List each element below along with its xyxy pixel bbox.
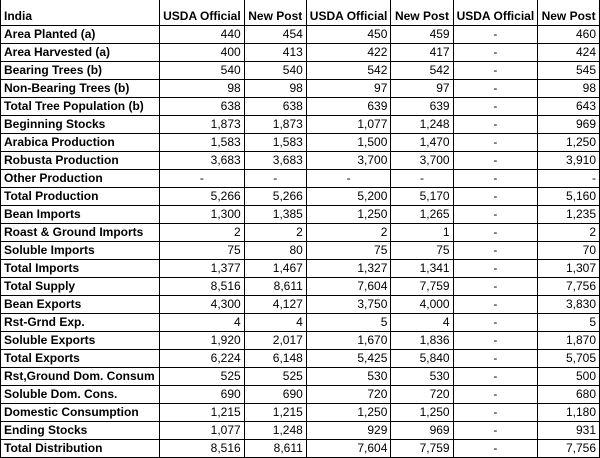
table-cell: 3,700: [306, 152, 391, 170]
table-cell: 690: [244, 386, 306, 404]
table-cell: 525: [160, 368, 245, 386]
table-cell: 1,250: [306, 206, 391, 224]
table-cell: 3,683: [160, 152, 245, 170]
row-label: Total Supply: [1, 278, 160, 296]
table-cell: 4,000: [391, 296, 453, 314]
row-label: Domestic Consumption: [1, 404, 160, 422]
table-cell: 98: [538, 80, 600, 98]
table-cell: 80: [244, 242, 306, 260]
table-cell: 1,583: [160, 134, 245, 152]
row-label: Total Production: [1, 188, 160, 206]
table-cell: 1,235: [538, 206, 600, 224]
table-cell: 4,127: [244, 296, 306, 314]
table-cell: 7,759: [391, 440, 453, 458]
table-cell: 5,840: [391, 350, 453, 368]
row-label: Soluble Imports: [1, 242, 160, 260]
table-cell: -: [453, 278, 538, 296]
table-cell: 450: [306, 26, 391, 44]
table-row: [1, 242, 600, 260]
table-cell: 8,611: [244, 440, 306, 458]
table-cell: 1,248: [391, 116, 453, 134]
table-row: [1, 224, 600, 242]
table-cell: 1,920: [160, 332, 245, 350]
table-cell: 1,307: [538, 260, 600, 278]
table-cell: 3,750: [306, 296, 391, 314]
table-cell: 97: [391, 80, 453, 98]
table-cell: 440: [160, 26, 245, 44]
row-label: Non-Bearing Trees (b): [1, 80, 160, 98]
table-cell: 5,200: [306, 188, 391, 206]
table-cell: -: [453, 440, 538, 458]
table-cell: 1,670: [306, 332, 391, 350]
table-cell: 530: [391, 368, 453, 386]
row-label: Total Tree Population (b): [1, 98, 160, 116]
table-cell: -: [160, 170, 245, 188]
table-row: [1, 386, 600, 404]
table-row: [1, 404, 600, 422]
table-cell: 3,700: [391, 152, 453, 170]
table-cell: 8,611: [244, 278, 306, 296]
table-cell: 97: [306, 80, 391, 98]
table-row: [1, 116, 600, 134]
table-cell: 424: [538, 44, 600, 62]
table-cell: 98: [244, 80, 306, 98]
table-cell: -: [453, 350, 538, 368]
table-cell: 8,516: [160, 440, 245, 458]
table-cell: 638: [244, 98, 306, 116]
table-cell: -: [453, 134, 538, 152]
column-header: New Post: [538, 0, 600, 26]
table-cell: 1,327: [306, 260, 391, 278]
table-cell: 1,265: [391, 206, 453, 224]
table-cell: 690: [160, 386, 245, 404]
table-cell: 542: [306, 62, 391, 80]
table-cell: 5,266: [244, 188, 306, 206]
table-row: [1, 152, 600, 170]
table-cell: 720: [306, 386, 391, 404]
table-cell: -: [453, 26, 538, 44]
table-cell: -: [453, 404, 538, 422]
table-cell: 1,873: [160, 116, 245, 134]
table-cell: 545: [538, 62, 600, 80]
table-cell: 1,215: [244, 404, 306, 422]
table-corner-label: India: [1, 0, 160, 26]
table-cell: 1,836: [391, 332, 453, 350]
table-cell: 643: [538, 98, 600, 116]
table-cell: 7,604: [306, 278, 391, 296]
row-label: Ending Stocks: [1, 422, 160, 440]
table-cell: 4: [244, 314, 306, 332]
table-cell: 422: [306, 44, 391, 62]
table-cell: 638: [160, 98, 245, 116]
table-cell: 5,425: [306, 350, 391, 368]
table-cell: -: [453, 260, 538, 278]
table-cell: 540: [244, 62, 306, 80]
table-row: [1, 368, 600, 386]
table-cell: 3,910: [538, 152, 600, 170]
table-row: [1, 134, 600, 152]
table-cell: 75: [160, 242, 245, 260]
table-cell: -: [453, 242, 538, 260]
table-cell: -: [453, 386, 538, 404]
table-row: [1, 206, 600, 224]
table-cell: 969: [391, 422, 453, 440]
table-row: [1, 314, 600, 332]
table-row: [1, 188, 600, 206]
table-cell: -: [453, 224, 538, 242]
table-cell: 540: [160, 62, 245, 80]
table-cell: 1,870: [538, 332, 600, 350]
table-cell: 1,215: [160, 404, 245, 422]
table-cell: 1,077: [306, 116, 391, 134]
table-cell: 413: [244, 44, 306, 62]
table-cell: 1,467: [244, 260, 306, 278]
table-row: [1, 350, 600, 368]
table-cell: 1,341: [391, 260, 453, 278]
table-cell: 1,300: [160, 206, 245, 224]
row-label: Other Production: [1, 170, 160, 188]
column-header: New Post: [391, 0, 453, 26]
table-cell: -: [453, 332, 538, 350]
table-cell: -: [453, 44, 538, 62]
table-cell: 7,756: [538, 440, 600, 458]
row-label: Bean Exports: [1, 296, 160, 314]
row-label: Total Exports: [1, 350, 160, 368]
table-cell: 530: [306, 368, 391, 386]
table-cell: 417: [391, 44, 453, 62]
row-label: Soluble Exports: [1, 332, 160, 350]
table-cell: -: [538, 170, 600, 188]
table-cell: 931: [538, 422, 600, 440]
table-cell: -: [244, 170, 306, 188]
table-cell: -: [453, 98, 538, 116]
table-row: [1, 422, 600, 440]
table-cell: 5,170: [391, 188, 453, 206]
table-cell: -: [453, 314, 538, 332]
table-row: [1, 260, 600, 278]
table-cell: -: [453, 80, 538, 98]
table-row: [1, 26, 600, 44]
table-cell: 2,017: [244, 332, 306, 350]
table-row: [1, 170, 600, 188]
table-cell: 720: [391, 386, 453, 404]
row-label: Total Imports: [1, 260, 160, 278]
table-cell: -: [391, 170, 453, 188]
column-header: USDA Official: [160, 0, 245, 26]
table-cell: 6,224: [160, 350, 245, 368]
row-label: Total Distribution: [1, 440, 160, 458]
table-cell: 639: [391, 98, 453, 116]
table-cell: 680: [538, 386, 600, 404]
table-cell: 542: [391, 62, 453, 80]
table-body: [1, 26, 600, 458]
table-cell: -: [453, 116, 538, 134]
table-cell: 2: [244, 224, 306, 242]
table-cell: 1,077: [160, 422, 245, 440]
table-row: [1, 80, 600, 98]
row-label: Area Planted (a): [1, 26, 160, 44]
table-cell: 1,250: [306, 404, 391, 422]
column-header: USDA Official: [453, 0, 538, 26]
row-label: Beginning Stocks: [1, 116, 160, 134]
table-cell: 8,516: [160, 278, 245, 296]
table-cell: 1,248: [244, 422, 306, 440]
table-cell: 6,148: [244, 350, 306, 368]
table-row: [1, 62, 600, 80]
table-cell: -: [453, 170, 538, 188]
table-cell: 525: [244, 368, 306, 386]
row-label: Roast & Ground Imports: [1, 224, 160, 242]
table-cell: 1,377: [160, 260, 245, 278]
table-cell: 3,683: [244, 152, 306, 170]
table-cell: 4: [160, 314, 245, 332]
table-cell: -: [453, 206, 538, 224]
table-cell: 3,830: [538, 296, 600, 314]
table-row: [1, 98, 600, 116]
table-cell: -: [453, 368, 538, 386]
table-row: [1, 278, 600, 296]
table-cell: -: [453, 62, 538, 80]
table-cell: -: [453, 296, 538, 314]
table-cell: -: [453, 152, 538, 170]
table-cell: 5: [538, 314, 600, 332]
table-cell: 1,180: [538, 404, 600, 422]
table-cell: 4,300: [160, 296, 245, 314]
table-cell: 1,873: [244, 116, 306, 134]
table-cell: 1,250: [391, 404, 453, 422]
table-row: [1, 296, 600, 314]
row-label: Bean Imports: [1, 206, 160, 224]
table-cell: 1,385: [244, 206, 306, 224]
table-cell: 4: [391, 314, 453, 332]
table-cell: 1,470: [391, 134, 453, 152]
table-cell: 2: [160, 224, 245, 242]
row-label: Area Harvested (a): [1, 44, 160, 62]
row-label: Rst-Grnd Exp.: [1, 314, 160, 332]
table-cell: 1: [391, 224, 453, 242]
table-cell: 75: [306, 242, 391, 260]
table-cell: 1,583: [244, 134, 306, 152]
table-cell: -: [453, 188, 538, 206]
table-cell: -: [453, 422, 538, 440]
table-cell: 460: [538, 26, 600, 44]
column-header: New Post: [244, 0, 306, 26]
table-cell: 70: [538, 242, 600, 260]
table-header-row: [1, 0, 600, 26]
table-cell: 454: [244, 26, 306, 44]
row-label: Soluble Dom. Cons.: [1, 386, 160, 404]
table-cell: 7,756: [538, 278, 600, 296]
table-cell: 969: [538, 116, 600, 134]
table-row: [1, 332, 600, 350]
table-cell: 7,604: [306, 440, 391, 458]
table-cell: 459: [391, 26, 453, 44]
table-cell: 1,500: [306, 134, 391, 152]
table-row: [1, 44, 600, 62]
table-cell: 75: [391, 242, 453, 260]
table-cell: 500: [538, 368, 600, 386]
table-cell: 5,266: [160, 188, 245, 206]
table-cell: 7,759: [391, 278, 453, 296]
table-cell: 929: [306, 422, 391, 440]
table-cell: 2: [538, 224, 600, 242]
row-label: Arabica Production: [1, 134, 160, 152]
row-label: Rst,Ground Dom. Consum: [1, 368, 160, 386]
row-label: Robusta Production: [1, 152, 160, 170]
table-cell: 5,160: [538, 188, 600, 206]
table-cell: 400: [160, 44, 245, 62]
table-cell: 2: [306, 224, 391, 242]
table-cell: 1,250: [538, 134, 600, 152]
column-header: USDA Official: [306, 0, 391, 26]
table-row: [1, 440, 600, 458]
table-cell: 5,705: [538, 350, 600, 368]
table-cell: 98: [160, 80, 245, 98]
table-cell: 5: [306, 314, 391, 332]
table-cell: 639: [306, 98, 391, 116]
row-label: Bearing Trees (b): [1, 62, 160, 80]
table-cell: -: [306, 170, 391, 188]
